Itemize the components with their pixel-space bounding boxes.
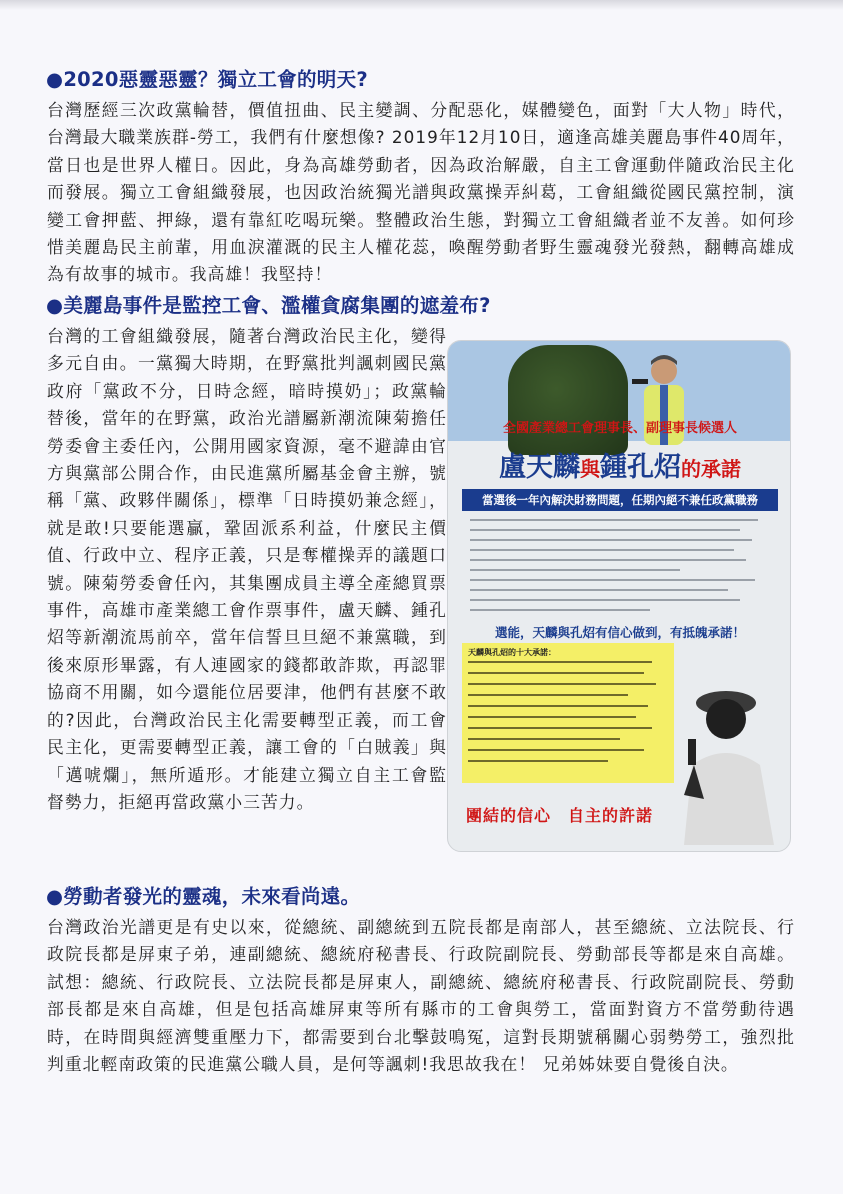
- poster-yellow-box: [462, 643, 674, 783]
- section3-body: 台灣政治光譜更是有史以來，從總統、副總統到五院長都是南部人，甚至總統、立法院長、行政院長都是屏東子弟，連副總統、總統府秘書長、行政院副院長、勞動部長等都是來自高雄。試想：總統、行政院長、立法院長都是屏東人，副總統、總統府秘書長、行政院副院長、勞動部長都是來自高雄，但是包括高雄屏東等所有縣市的工會與勞工，當面對資方不當勞動待遇時，在時間與經濟雙重壓力下，都需要到台北擊鼓鳴冤，這對長期號稱關心弱勢勞工，強烈批判重北輕南政策的民進黨公職人員，是何等諷刺!我思故我在！ 兄弟姊妹要自覺後自決。: [47, 917, 795, 1075]
- section2-heading: ●美麗島事件是監控工會、濫權貪腐集團的遮羞布?: [46, 294, 491, 317]
- poster-slogan: 團結的信心 自主的許諾: [466, 806, 654, 825]
- poster-title-suffix: 的承諾: [681, 457, 741, 481]
- poster-title-name2: 鍾孔炤: [600, 452, 681, 483]
- poster-yellow-title: 天麟與孔炤的十大承諾：: [468, 648, 556, 657]
- poster-banner-top: 全國產業總工會理事長、副理事長候選人: [502, 421, 737, 436]
- section3-heading: ●勞動者發光的靈魂，未來看尚遠。: [46, 885, 361, 908]
- poster-second-speaker-photo: [664, 675, 788, 845]
- page-top-shade: [0, 0, 843, 10]
- section1-body: 台灣歷經三次政黨輪替，價值扭曲、民主變調、分配惡化，媒體變色，面對「大人物」時代，台灣最大職業族群-勞工，我們有什麼想像? 2019年12月10日，適逢高雄美麗島事件40周年，當日也是世界人權日。因此，身為高雄勞動者，因為政治解嚴，自主工會運動伴隨政治民主化而發展。獨立工會組織發展，也因政治統獨光譜與政黨操弄糾葛，工會組織從國民黨控制，演變工會押藍、押綠，還有靠紅吃喝玩樂。整體政治生態，對獨立工會組織者並不友善。如何珍惜美麗島民主前輩，用血淚灌溉的民主人權花蕊，喚醒勞動者野生靈魂發光發熱，翻轉高雄成為有故事的城市。我高雄！我堅持！: [47, 100, 795, 285]
- poster-small-text-block: [470, 519, 770, 619]
- poster-promise-line: 選能，天麟與孔炤有信心做到，有抵魄承諾！: [494, 625, 745, 640]
- section2-body: 台灣的工會組織發展，隨著台灣政治民主化，變得多元自由。一黨獨大時期，在野黨批判諷刺國民黨政府「黨政不分，日時念經，暗時摸奶」；政黨輪替後，當年的在野黨，政治光譜屬新潮流陳菊擔任勞委會主委任內，公開用國家資源，毫不避諱由官方與黨部公開合作，由民進黨所屬基金會主辦，號稱「黨、政夥伴關係」，標準「日時摸奶兼念經」，就是敢!只要能選贏，鞏固派系利益，什麼民主價值、行政中立、程序正義，只是奪權操弄的議題口號。陳菊勞委會任內，其集團成員主導全產總買票事件，高雄市產業總工會作票事件，盧天麟、鍾孔炤等新潮流馬前卒，當年信誓旦旦絕不兼黨職，到後來原形畢露，有人連國家的錢都敢詐欺，再認罪協商不用關，如今還能位居要津，他們有甚麼不敢的?因此，台灣政治民主化需要轉型正義，而工會民主化，更需要轉型正義，讓工會的「白賊義」與「邁唬爛」，無所遁形。才能建立獨立自主工會監督勢力，拒絕再當政黨小三苦力。: [47, 326, 447, 812]
- poster-title-name1: 盧天麟: [499, 452, 580, 483]
- campaign-poster-image: [447, 340, 791, 852]
- poster-blue-bar: 當選後一年內解決財務問題，任期內絕不兼任政黨職務: [462, 489, 778, 511]
- poster-trees: [508, 345, 628, 455]
- section1-heading: ●2020惡靈惡靈？獨立工會的明天?: [46, 68, 368, 91]
- poster-title-and: 與: [580, 457, 600, 481]
- poster-title: [468, 445, 772, 484]
